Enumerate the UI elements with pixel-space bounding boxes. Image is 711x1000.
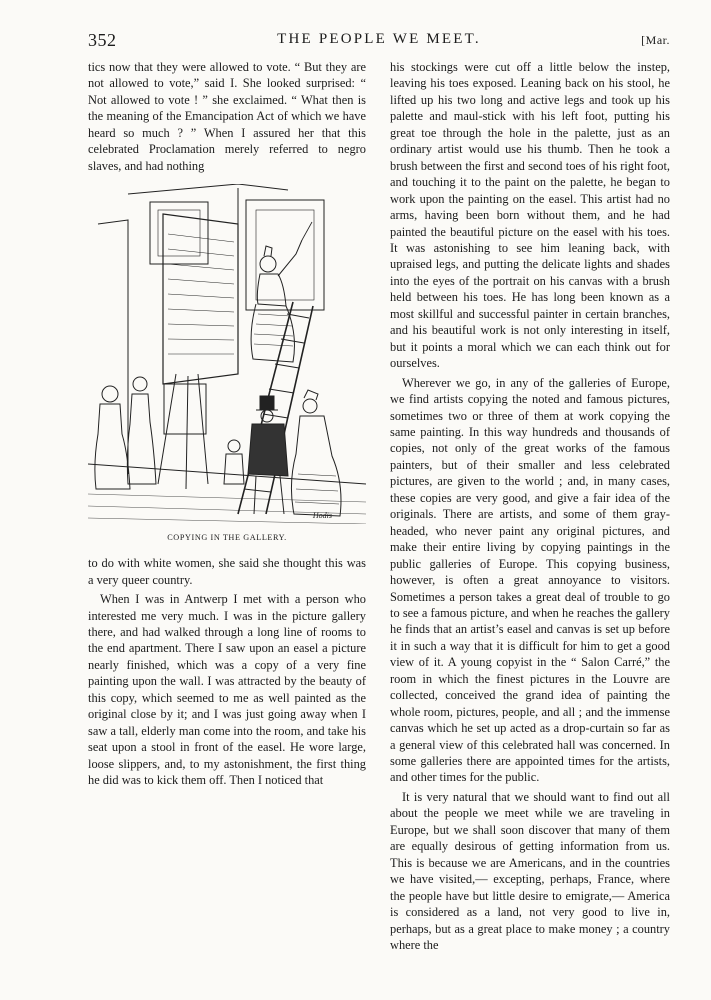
right-column <box>390 59 670 953</box>
illustration-copying-in-the-gallery <box>88 184 366 547</box>
paragraph: tics now that they were allowed to vote. “ But they are not allowed to vote,” said I. She looked surprised: “ Not allowed to vote ! ” she exclaimed. “ What then is the meaning of the Emancipation Act of which we have heard so much ? ” When I assured her that this celebrated Proclamation merely referred to negro slaves, and had nothing <box>88 60 366 173</box>
issue-month: [Mar. <box>641 33 670 47</box>
paragraph: Wherever we go, in any of the galleries of Europe, we find artists copying the noted and famous pictures, sometimes two or three of them at work copying the same painting. In this way hundreds and thousands of copies, not only of the great works of the famous painters, but of their smaller and less celebrated pictures, are given to the world ; and, in many cases, these copies are very good, and give a fair idea of the originals. There are artists, and some of them gray-headed, who never paint any original pictures, and make their entire living by copying paintings in the public galleries of Europe. This copying business, however, is often a great annoyance to visitors. Sometimes a person takes a great deal of trouble to go to see a famous picture, and when he reaches the gallery he finds that an artist’s easel and canvas is set up before it in such a way that it is difficult for him to get a good view of it. A young copyist in the “ Salon Carré,” the room in which the finest pictures in the Louvre are collected, conceived the grand idea of painting the whole room, pictures, people, and all ; and the immense canvas which he set up acted as a drop-curtain so far as a general view of this celebrated hall was concerned. In some galleries there are appointed times for the artists, and other times for the public. <box>390 375 670 785</box>
artist-signature: Hodis <box>312 511 332 521</box>
left-column <box>88 59 366 789</box>
engraving-illustration <box>88 184 366 524</box>
figure-caption: COPYING IN THE GALLERY. <box>167 533 287 543</box>
paragraph: It is very natural that we should want to find out all about the people we meet while we are traveling in Europe, but we shall soon discover that many of them are equally desirous of getting information from us. This is because we are Americans, and in the countries we have visited,— excepting, perhaps, France, where the people have but little desire to emigrate,— America is considered as a land, not very good to live in, perhaps, but as a great place to make money ; a country where the <box>390 789 670 953</box>
running-title: THE PEOPLE WE MEET. <box>277 31 481 47</box>
paragraph: his stockings were cut off a little below the instep, leaving his toes exposed. Leaning back on his stool, he lifted up his two long and active legs and took up his palette and maul-stick with his left foot, putting his great toe through the hole in the palette, just as an ordinary artist would use his thumb. Then he took a brush between the first and second toes of his right foot, and touching it to the paint on the palette, he began to work upon the painting on the easel. This artist had no arms, having been born without them, and he had painted the beautiful picture on the easel with his toes. It was astonishing to see him leaning back, with upraised legs, and putting the delicate lights and shades into the eyes of the portrait on his canvas with a brush held between his toes. He has long been known as a most skillful and successful painter in certain branches, and his beautiful work is not only interesting in itself, but it points a moral which we can each think out for ourselves. <box>390 60 670 371</box>
page-header <box>88 30 670 54</box>
paragraph: to do with white women, she said she thought this was a very queer country. <box>88 556 366 587</box>
paragraph: When I was in Antwerp I met with a person who interested me very much. I was in the picture gallery there, and had walked through a long line of rooms to the end apartment. There I saw upon an easel a picture nearly finished, which was a copy of a very fine painting upon the wall. I was attracted by the beauty of this copy, which seemed to me as well painted as the original close by it; and I was just going away when I saw a tall, elderly man come into the room, and take his seat upon a stool in front of the easel. He wore large, loose slippers, and, to my astonishment, the first thing he did was to kick them off. Then I noticed that <box>88 592 366 788</box>
page-number: 352 <box>88 30 117 50</box>
